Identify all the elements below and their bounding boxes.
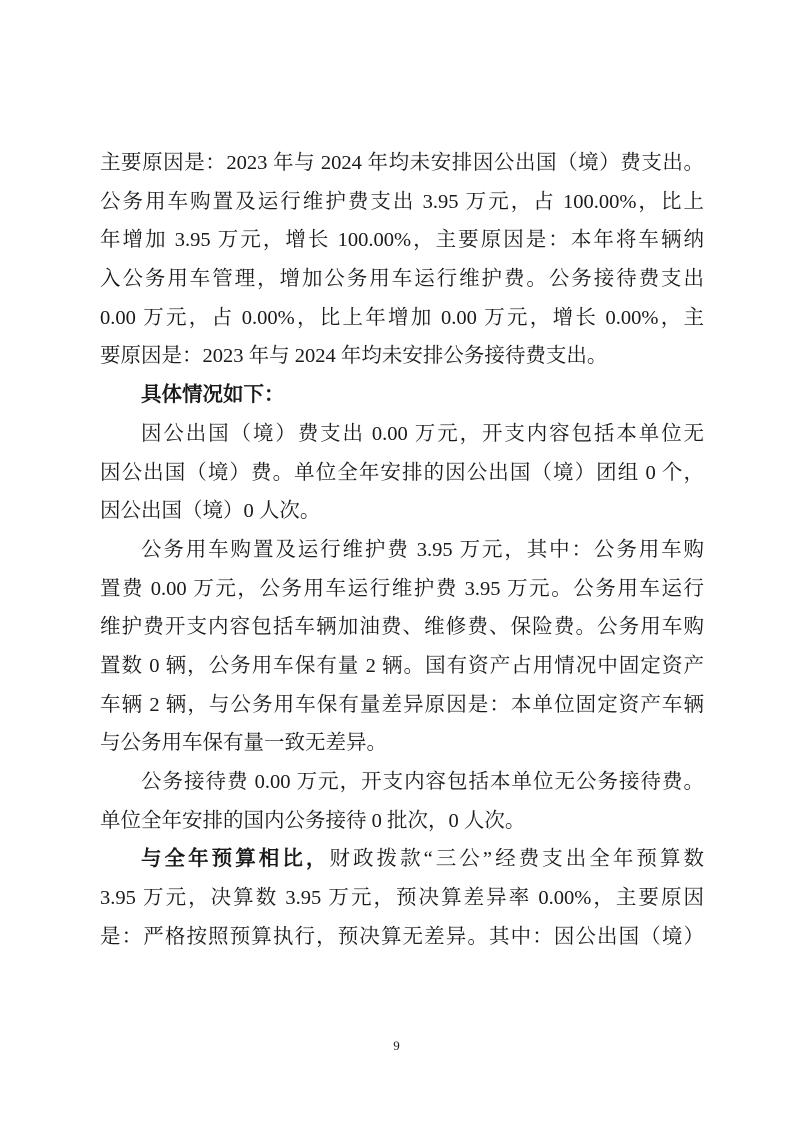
page-number: 9 (393, 1038, 400, 1053)
text-line (100, 724, 704, 763)
text-segment: 财政拨款“三公”经费支出全年预算数 (329, 848, 704, 871)
document-body (100, 144, 704, 956)
text-line (100, 570, 704, 609)
text-segment: 因公出国（境）费。单位全年安排的因公出国（境）团组 0 个， (100, 461, 704, 484)
text-line (100, 415, 704, 454)
text-line (100, 260, 704, 299)
text-line (100, 183, 704, 222)
text-segment: 3.95 万元，决算数 3.95 万元，预决算差异率 0.00%，主要原因 (100, 887, 704, 910)
text-line (100, 531, 704, 570)
text-segment: 具体情况如下： (141, 384, 285, 407)
text-segment: 因公出国（境）0 人次。 (100, 500, 321, 523)
text-segment: 置数 0 辆，公务用车保有量 2 辆。国有资产占用情况中固定资产 (100, 654, 704, 677)
text-segment: 是：严格按照预算执行，预决算无差异。其中：因公出国（境） (100, 925, 704, 948)
text-line (100, 840, 704, 879)
text-line (100, 337, 704, 376)
text-segment: 入公务用车管理，增加公务用车运行维护费。公务接待费支出 (100, 268, 704, 291)
text-segment: 单位全年安排的国内公务接待 0 批次，0 人次。 (100, 809, 526, 832)
text-segment: 因公出国（境）费支出 0.00 万元，开支内容包括本单位无 (141, 422, 704, 445)
text-line (100, 144, 704, 183)
text-segment: 要原因是：2023 年与 2024 年均未安排公务接待费支出。 (100, 345, 608, 368)
text-line (100, 454, 704, 493)
text-segment: 置费 0.00 万元，公务用车运行维护费 3.95 万元。公务用车运行 (100, 577, 704, 600)
text-line (100, 686, 704, 725)
text-segment: 主要原因是：2023 年与 2024 年均未安排因公出国（境）费支出。 (100, 152, 704, 174)
text-line (100, 376, 704, 415)
text-line (100, 608, 704, 647)
text-line (100, 918, 704, 957)
text-segment: 公务用车购置及运行维护费支出 3.95 万元，占 100.00%，比上 (100, 190, 704, 213)
text-segment: 车辆 2 辆，与公务用车保有量差异原因是：本单位固定资产车辆 (100, 693, 704, 716)
text-segment: 与公务用车保有量一致无差异。 (100, 732, 387, 755)
text-segment: 公务用车购置及运行维护费 3.95 万元，其中：公务用车购 (141, 538, 704, 561)
text-line (100, 802, 704, 841)
text-line (100, 647, 704, 686)
text-segment: 年增加 3.95 万元，增长 100.00%，主要原因是：本年将车辆纳 (100, 229, 704, 252)
text-segment: 与全年预算相比， (141, 848, 330, 871)
text-segment: 维护费开支内容包括车辆加油费、维修费、保险费。公务用车购 (100, 616, 704, 639)
text-line (100, 221, 704, 260)
text-line (100, 299, 704, 338)
text-segment: 公务接待费 0.00 万元，开支内容包括本单位无公务接待费。 (141, 771, 704, 793)
text-line (100, 763, 704, 802)
text-line (100, 879, 704, 918)
text-segment: 0.00 万元，占 0.00%，比上年增加 0.00 万元，增长 0.00%，主 (100, 306, 704, 329)
text-line (100, 492, 704, 531)
